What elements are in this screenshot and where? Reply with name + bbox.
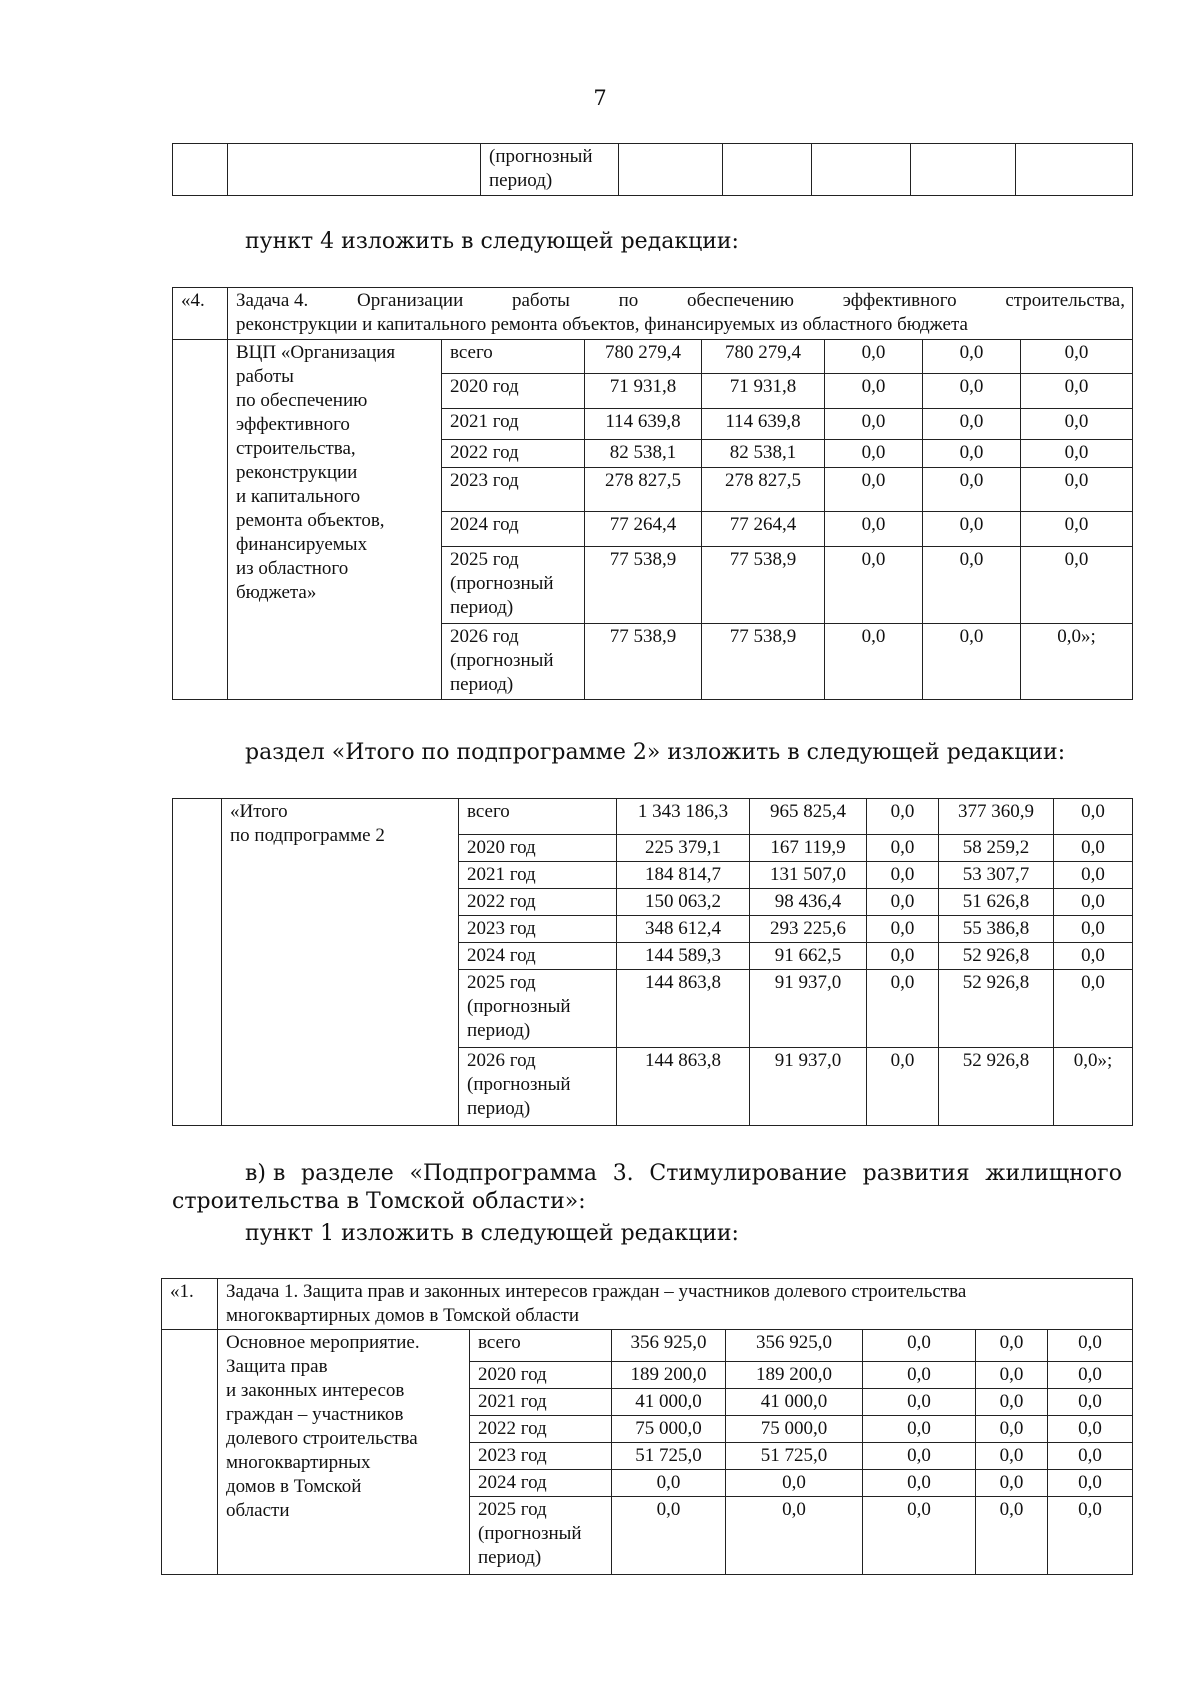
value-cell: 0,0 xyxy=(863,1389,976,1416)
value-cell: 0,0 xyxy=(1054,970,1133,1048)
value-cell: 0,0 xyxy=(1021,547,1133,624)
value-cell: 0,0 xyxy=(976,1416,1048,1443)
paragraph-itogo: раздел «Итого по подпрограмме 2» изложить в следующей редакции: xyxy=(245,740,1066,765)
value-cell: 0,0 xyxy=(976,1470,1048,1497)
period-cell xyxy=(459,1048,617,1126)
period-line: 2026 год xyxy=(467,1050,536,1071)
period-line: всего xyxy=(450,342,493,363)
period-line: период) xyxy=(467,1020,531,1041)
period-cell xyxy=(442,409,585,440)
value-cell: 51 725,0 xyxy=(612,1443,726,1470)
task-title xyxy=(218,1279,1133,1330)
value-cell: 167 119,9 xyxy=(750,835,867,862)
value-cell: 0,0 xyxy=(1048,1416,1133,1443)
value-cell: 77 264,4 xyxy=(702,512,825,547)
period-line: 2020 год xyxy=(450,376,519,397)
itogo-subprogram-2-table xyxy=(172,798,1133,1126)
value-cell: 0,0 xyxy=(923,409,1021,440)
cell xyxy=(911,144,1016,196)
program-line: граждан – участников xyxy=(226,1404,404,1425)
period-line: 2025 год xyxy=(478,1499,547,1520)
value-cell: 0,0 xyxy=(825,468,923,512)
value-cell: 52 926,8 xyxy=(939,1048,1054,1126)
value-cell: 77 538,9 xyxy=(585,624,702,700)
period-line: 2022 год xyxy=(450,442,519,463)
value-cell: 0,0 xyxy=(1021,440,1133,468)
value-cell: 144 589,3 xyxy=(617,943,750,970)
period-cell xyxy=(470,1470,612,1497)
task-number: «4. xyxy=(173,288,228,340)
value-cell: 0,0 xyxy=(863,1443,976,1470)
value-cell: 0,0 xyxy=(1054,916,1133,943)
program-line: строительства, xyxy=(236,438,356,459)
program-line: Основное мероприятие. xyxy=(226,1332,420,1353)
paragraph-subprogram-3-line1: в) в разделе «Подпрограмма 3. Стимулирование развития жилищного xyxy=(245,1161,1122,1186)
value-cell: 0,0 xyxy=(825,547,923,624)
period-cell xyxy=(442,468,585,512)
period-line: 2020 год xyxy=(478,1364,547,1385)
value-cell: 41 000,0 xyxy=(612,1389,726,1416)
blank-cell xyxy=(173,799,222,1126)
value-cell: 0,0 xyxy=(976,1330,1048,1362)
value-cell: 0,0 xyxy=(1048,1443,1133,1470)
period-cell xyxy=(459,943,617,970)
value-cell: 0,0 xyxy=(863,1330,976,1362)
period-cell xyxy=(442,440,585,468)
value-cell: 0,0 xyxy=(976,1389,1048,1416)
value-cell: 0,0 xyxy=(1021,340,1133,374)
task-4-table xyxy=(172,287,1133,700)
period-line: 2023 год xyxy=(450,470,519,491)
value-cell: 0,0 xyxy=(867,799,939,835)
period-line: (прогнозный xyxy=(467,996,571,1017)
value-cell: 0,0 xyxy=(612,1497,726,1575)
value-cell: 0,0 xyxy=(863,1416,976,1443)
period-line: (прогнозный xyxy=(478,1523,582,1544)
paragraph-point-4: пункт 4 изложить в следующей редакции: xyxy=(245,229,739,254)
period-cell xyxy=(442,547,585,624)
value-cell: 0,0 xyxy=(867,1048,939,1126)
value-cell: 0,0 xyxy=(825,512,923,547)
period-line: 2023 год xyxy=(478,1445,547,1466)
value-cell: 0,0 xyxy=(976,1497,1048,1575)
value-cell: 0,0 xyxy=(923,547,1021,624)
period-cell xyxy=(459,799,617,835)
value-cell: 77 538,9 xyxy=(585,547,702,624)
value-cell: 41 000,0 xyxy=(726,1389,863,1416)
value-cell: 91 937,0 xyxy=(750,970,867,1048)
value-cell: 278 827,5 xyxy=(585,468,702,512)
value-cell: 71 931,8 xyxy=(702,374,825,409)
value-cell: 0,0 xyxy=(1048,1362,1133,1389)
value-cell: 0,0 xyxy=(1054,835,1133,862)
period-cell xyxy=(442,624,585,700)
value-cell: 52 926,8 xyxy=(939,943,1054,970)
program-line: финансируемых xyxy=(236,534,368,555)
value-cell: 144 863,8 xyxy=(617,1048,750,1126)
period-line: (прогнозный xyxy=(467,1074,571,1095)
paragraph-subprogram-3 xyxy=(172,1160,1122,1216)
task-title-line2: многоквартирных домов в Томской области xyxy=(226,1305,580,1326)
period-cell xyxy=(459,862,617,889)
value-cell: 0,0 xyxy=(825,409,923,440)
task-title xyxy=(228,288,1133,340)
cell xyxy=(173,144,228,196)
value-cell: 51 626,8 xyxy=(939,889,1054,916)
value-cell: 0,0 xyxy=(976,1362,1048,1389)
program-line: ремонта объектов, xyxy=(236,510,385,531)
value-cell: 348 612,4 xyxy=(617,916,750,943)
value-cell: 0,0 xyxy=(1048,1389,1133,1416)
value-cell: 780 279,4 xyxy=(702,340,825,374)
label-line: по подпрограмме 2 xyxy=(230,825,385,846)
value-cell: 377 360,9 xyxy=(939,799,1054,835)
program-line: Защита прав xyxy=(226,1356,328,1377)
value-cell: 75 000,0 xyxy=(726,1416,863,1443)
program-line: и капитального xyxy=(236,486,361,507)
value-cell: 1 343 186,3 xyxy=(617,799,750,835)
value-cell: 0,0 xyxy=(726,1470,863,1497)
value-cell: 0,0 xyxy=(1054,943,1133,970)
program-name xyxy=(228,340,442,700)
value-cell: 0,0 xyxy=(1048,1330,1133,1362)
period-cell xyxy=(459,916,617,943)
value-cell: 0,0 xyxy=(825,374,923,409)
period-line: 2022 год xyxy=(478,1418,547,1439)
program-line: многоквартирных xyxy=(226,1452,371,1473)
blank-cell xyxy=(173,340,228,700)
period-line: период) xyxy=(450,597,514,618)
period-cell xyxy=(442,512,585,547)
value-cell: 0,0 xyxy=(1054,889,1133,916)
value-cell: 0,0 xyxy=(825,340,923,374)
value-cell: 98 436,4 xyxy=(750,889,867,916)
value-cell: 0,0 xyxy=(976,1443,1048,1470)
table-row xyxy=(162,1330,1133,1362)
value-cell: 131 507,0 xyxy=(750,862,867,889)
value-cell: 82 538,1 xyxy=(702,440,825,468)
program-line: работы xyxy=(236,366,294,387)
value-cell: 0,0 xyxy=(612,1470,726,1497)
value-cell: 150 063,2 xyxy=(617,889,750,916)
table-row xyxy=(173,799,1133,835)
value-cell: 0,0 xyxy=(867,916,939,943)
value-cell: 965 825,4 xyxy=(750,799,867,835)
program-name xyxy=(218,1330,470,1575)
value-cell: 0,0 xyxy=(863,1362,976,1389)
value-cell: 0,0 xyxy=(923,468,1021,512)
period-cell xyxy=(459,970,617,1048)
period-line: 2023 год xyxy=(467,918,536,939)
period-line: 2021 год xyxy=(467,864,536,885)
period-line: период) xyxy=(478,1547,542,1568)
period-line: период) xyxy=(467,1098,531,1119)
value-cell: 0,0 xyxy=(867,970,939,1048)
cell xyxy=(228,144,481,196)
task-title-line1: Задача 4. Организации работы по обеспечению эффективного строительства, xyxy=(236,290,1125,311)
period-cell xyxy=(481,144,619,196)
period-line: 2021 год xyxy=(478,1391,547,1412)
period-line: период) xyxy=(450,674,514,695)
value-cell: 82 538,1 xyxy=(585,440,702,468)
value-cell: 77 264,4 xyxy=(585,512,702,547)
task-title-line1: Задача 1. Защита прав и законных интересов граждан – участников долевого строительства xyxy=(226,1281,967,1302)
value-cell: 0,0 xyxy=(1021,468,1133,512)
value-cell: 0,0»; xyxy=(1021,624,1133,700)
value-cell: 55 386,8 xyxy=(939,916,1054,943)
paragraph-subprogram-3-line2: строительства в Томской области»: xyxy=(172,1189,586,1214)
value-cell: 0,0 xyxy=(825,624,923,700)
value-cell: 77 538,9 xyxy=(702,624,825,700)
value-cell: 77 538,9 xyxy=(702,547,825,624)
period-cell xyxy=(470,1330,612,1362)
period-line: период) xyxy=(489,170,553,191)
value-cell: 278 827,5 xyxy=(702,468,825,512)
period-line: (прогнозный xyxy=(489,146,593,167)
value-cell: 91 662,5 xyxy=(750,943,867,970)
period-cell xyxy=(459,835,617,862)
subtotal-label xyxy=(222,799,459,1126)
value-cell: 189 200,0 xyxy=(612,1362,726,1389)
cell xyxy=(812,144,911,196)
page-number: 7 xyxy=(593,86,607,110)
period-line: (прогнозный xyxy=(450,573,554,594)
value-cell: 0,0 xyxy=(923,374,1021,409)
program-line: долевого строительства xyxy=(226,1428,418,1449)
value-cell: 0,0 xyxy=(867,862,939,889)
value-cell: 58 259,2 xyxy=(939,835,1054,862)
value-cell: 0,0 xyxy=(726,1497,863,1575)
value-cell: 52 926,8 xyxy=(939,970,1054,1048)
task-1-table xyxy=(161,1278,1133,1575)
period-line: 2026 год xyxy=(450,626,519,647)
period-line: 2025 год xyxy=(467,972,536,993)
period-line: всего xyxy=(478,1332,521,1353)
value-cell: 0,0 xyxy=(1021,512,1133,547)
value-cell: 91 937,0 xyxy=(750,1048,867,1126)
program-line: реконструкции xyxy=(236,462,358,483)
period-cell xyxy=(470,1497,612,1575)
value-cell: 356 925,0 xyxy=(612,1330,726,1362)
value-cell: 75 000,0 xyxy=(612,1416,726,1443)
value-cell: 0,0 xyxy=(1048,1497,1133,1575)
task-number: «1. xyxy=(162,1279,218,1330)
value-cell: 51 725,0 xyxy=(726,1443,863,1470)
value-cell: 225 379,1 xyxy=(617,835,750,862)
program-line: ВЦП «Организация xyxy=(236,342,396,363)
value-cell: 0,0 xyxy=(863,1470,976,1497)
value-cell: 356 925,0 xyxy=(726,1330,863,1362)
period-line: (прогнозный xyxy=(450,650,554,671)
period-cell xyxy=(442,374,585,409)
program-line: области xyxy=(226,1500,290,1521)
program-line: домов в Томской xyxy=(226,1476,362,1497)
value-cell: 53 307,7 xyxy=(939,862,1054,889)
period-cell xyxy=(470,1443,612,1470)
period-line: 2024 год xyxy=(450,514,519,535)
value-cell: 780 279,4 xyxy=(585,340,702,374)
program-line: эффективного xyxy=(236,414,350,435)
program-line: бюджета» xyxy=(236,582,317,603)
value-cell: 71 931,8 xyxy=(585,374,702,409)
program-line: из областного xyxy=(236,558,349,579)
value-cell: 114 639,8 xyxy=(702,409,825,440)
value-cell: 0,0 xyxy=(825,440,923,468)
period-cell xyxy=(470,1362,612,1389)
period-line: 2024 год xyxy=(467,945,536,966)
period-line: 2022 год xyxy=(467,891,536,912)
label-line: «Итого xyxy=(230,801,288,822)
period-cell xyxy=(459,889,617,916)
period-line: 2024 год xyxy=(478,1472,547,1493)
program-line: и законных интересов xyxy=(226,1380,405,1401)
period-line: всего xyxy=(467,801,510,822)
value-cell: 0,0»; xyxy=(1054,1048,1133,1126)
period-cell xyxy=(470,1416,612,1443)
value-cell: 0,0 xyxy=(1054,862,1133,889)
value-cell: 0,0 xyxy=(923,440,1021,468)
period-line: 2021 год xyxy=(450,411,519,432)
value-cell: 189 200,0 xyxy=(726,1362,863,1389)
value-cell: 144 863,8 xyxy=(617,970,750,1048)
value-cell: 0,0 xyxy=(867,889,939,916)
period-line: 2020 год xyxy=(467,837,536,858)
value-cell: 0,0 xyxy=(923,512,1021,547)
period-cell xyxy=(470,1389,612,1416)
top-fragment-table xyxy=(172,143,1133,196)
value-cell: 0,0 xyxy=(1021,409,1133,440)
value-cell: 0,0 xyxy=(1048,1470,1133,1497)
value-cell: 293 225,6 xyxy=(750,916,867,943)
program-line: по обеспечению xyxy=(236,390,368,411)
cell xyxy=(619,144,723,196)
table-row xyxy=(173,340,1133,374)
cell xyxy=(1016,144,1133,196)
value-cell: 0,0 xyxy=(867,943,939,970)
paragraph-point-1: пункт 1 изложить в следующей редакции: xyxy=(245,1221,739,1246)
cell xyxy=(723,144,812,196)
period-line: 2025 год xyxy=(450,549,519,570)
value-cell: 114 639,8 xyxy=(585,409,702,440)
blank-cell xyxy=(162,1330,218,1575)
value-cell: 0,0 xyxy=(923,624,1021,700)
value-cell: 0,0 xyxy=(1021,374,1133,409)
value-cell: 0,0 xyxy=(863,1497,976,1575)
value-cell: 0,0 xyxy=(1054,799,1133,835)
value-cell: 0,0 xyxy=(923,340,1021,374)
value-cell: 0,0 xyxy=(867,835,939,862)
task-title-line2: реконструкции и капитального ремонта объектов, финансируемых из областного бюджета xyxy=(236,314,968,335)
value-cell: 184 814,7 xyxy=(617,862,750,889)
period-cell xyxy=(442,340,585,374)
